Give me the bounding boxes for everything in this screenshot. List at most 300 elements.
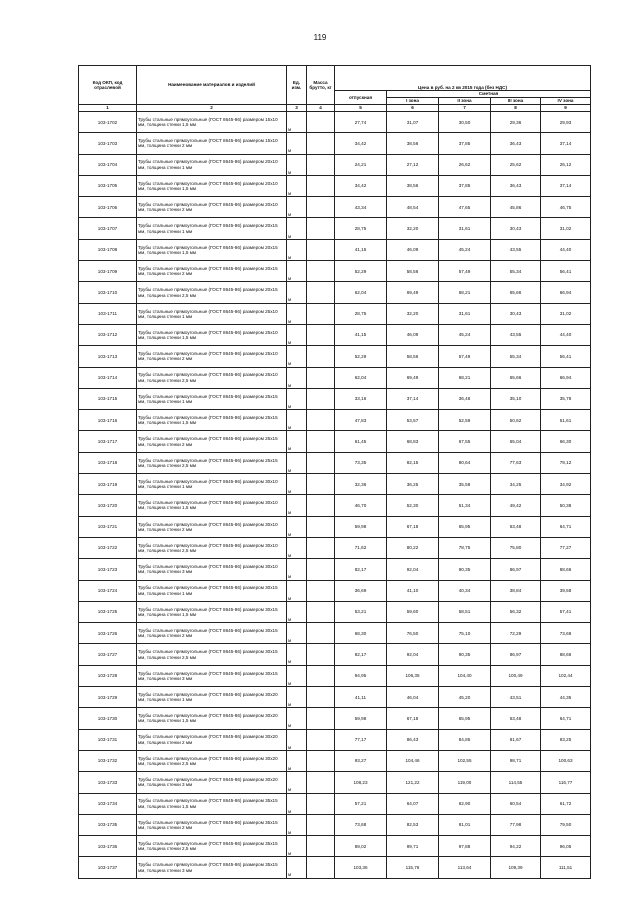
row-price: 62,90 — [439, 793, 491, 814]
table-row — [79, 431, 591, 452]
row-mass — [307, 282, 335, 303]
row-price: 109,39 — [491, 857, 541, 878]
column-number: 3 — [287, 105, 307, 112]
row-price: 43,55 — [491, 324, 541, 345]
row-price: 37,14 — [387, 388, 439, 409]
row-price: 65,95 — [439, 708, 491, 729]
row-unit: м — [287, 772, 307, 793]
row-code: 103-1725 — [79, 601, 137, 622]
row-price: 82,15 — [387, 452, 439, 473]
row-price: 55,34 — [491, 346, 541, 367]
row-code: 103-1727 — [79, 644, 137, 665]
row-unit: м — [287, 261, 307, 282]
row-price: 31,02 — [541, 218, 591, 239]
header-unit: Ед. изм. — [287, 66, 307, 105]
row-price: 59,60 — [387, 601, 439, 622]
header-zone: I зона — [387, 98, 439, 105]
row-price: 49,42 — [491, 495, 541, 516]
table-row — [79, 814, 591, 835]
row-price: 106,35 — [387, 665, 439, 686]
row-unit: м — [287, 218, 307, 239]
header-name: Наименование материалов и изделий — [137, 66, 287, 105]
row-mass — [307, 793, 335, 814]
row-code: 103-1737 — [79, 857, 137, 878]
row-code: 103-1735 — [79, 814, 137, 835]
row-price: 102,44 — [541, 665, 591, 686]
row-unit: м — [287, 857, 307, 878]
row-mass — [307, 410, 335, 431]
row-unit: м — [287, 324, 307, 345]
row-price: 68,30 — [335, 623, 387, 644]
row-price: 38,56 — [387, 133, 439, 154]
row-unit: м — [287, 814, 307, 835]
row-mass — [307, 750, 335, 771]
row-name: Трубы стальные прямоугольные (ГОСТ 8645-86) размером 35х15 мм, толщина стенки 1,5 мм — [137, 793, 287, 814]
row-price: 62,04 — [335, 367, 387, 388]
row-name: Трубы стальные прямоугольные (ГОСТ 8645-86) размером 30х10 мм, толщина стенки 1,5 мм — [137, 495, 287, 516]
row-price: 35,78 — [541, 388, 591, 409]
row-price: 31,61 — [439, 303, 491, 324]
row-unit: м — [287, 601, 307, 622]
row-code: 103-1729 — [79, 687, 137, 708]
row-unit: м — [287, 452, 307, 473]
row-price: 55,34 — [491, 261, 541, 282]
row-price: 84,85 — [439, 729, 491, 750]
row-price: 99,71 — [387, 836, 439, 857]
row-price: 104,40 — [439, 665, 491, 686]
row-mass — [307, 388, 335, 409]
row-code: 103-1712 — [79, 324, 137, 345]
row-price: 78,75 — [439, 537, 491, 558]
row-unit: м — [287, 239, 307, 260]
row-price: 28,75 — [335, 303, 387, 324]
row-price: 46,70 — [335, 495, 387, 516]
row-price: 62,04 — [335, 282, 387, 303]
row-mass — [307, 239, 335, 260]
header-price-group: Цена в руб. на 2 кв 2015 года (без НДС) — [335, 66, 591, 91]
row-price: 77,98 — [491, 814, 541, 835]
row-price: 57,49 — [439, 261, 491, 282]
row-price: 102,55 — [439, 750, 491, 771]
table-row — [79, 346, 591, 367]
row-price: 37,85 — [439, 175, 491, 196]
row-price: 43,51 — [491, 687, 541, 708]
row-price: 119,00 — [439, 772, 491, 793]
row-name: Трубы стальные прямоугольные (ГОСТ 8645-86) размером 25х15 мм, толщина стенки 1,5 мм — [137, 410, 287, 431]
row-price: 56,41 — [541, 261, 591, 282]
row-price: 66,30 — [541, 431, 591, 452]
row-price: 82,17 — [335, 644, 387, 665]
row-unit: м — [287, 623, 307, 644]
row-mass — [307, 665, 335, 686]
row-mass — [307, 580, 335, 601]
page-number: 119 — [313, 33, 327, 42]
row-price: 121,22 — [387, 772, 439, 793]
row-price: 75,10 — [439, 623, 491, 644]
row-price: 115,76 — [387, 857, 439, 878]
table-row — [79, 324, 591, 345]
row-price: 44,40 — [541, 239, 591, 260]
row-price: 63,48 — [491, 516, 541, 537]
row-mass — [307, 133, 335, 154]
row-price: 59,98 — [335, 516, 387, 537]
row-price: 57,21 — [335, 793, 387, 814]
row-price: 24,21 — [335, 154, 387, 175]
row-price: 94,22 — [491, 836, 541, 857]
row-price: 35,58 — [439, 474, 491, 495]
row-price: 88,66 — [541, 559, 591, 580]
row-mass — [307, 687, 335, 708]
row-mass — [307, 154, 335, 175]
row-price: 36,43 — [491, 133, 541, 154]
row-price: 64,71 — [541, 516, 591, 537]
row-price: 108,23 — [335, 772, 387, 793]
row-price: 45,24 — [439, 239, 491, 260]
row-price: 57,41 — [541, 601, 591, 622]
row-price: 103,36 — [335, 857, 387, 878]
row-price: 27,12 — [387, 154, 439, 175]
row-price: 65,66 — [491, 282, 541, 303]
row-code: 103-1734 — [79, 793, 137, 814]
table-row — [79, 729, 591, 750]
row-name: Трубы стальные прямоугольные (ГОСТ 8645-86) размером 30х20 мм, толщина стенки 3 мм — [137, 772, 287, 793]
row-price: 31,02 — [541, 303, 591, 324]
column-number: 8 — [491, 105, 541, 112]
row-price: 68,21 — [439, 282, 491, 303]
table-row — [79, 388, 591, 409]
table-row — [79, 495, 591, 516]
row-price: 58,56 — [387, 346, 439, 367]
row-unit: м — [287, 175, 307, 196]
row-mass — [307, 772, 335, 793]
table-row — [79, 218, 591, 239]
column-number: 7 — [439, 105, 491, 112]
row-price: 88,66 — [541, 644, 591, 665]
table-row — [79, 857, 591, 878]
row-price: 75,80 — [491, 537, 541, 558]
row-price: 36,43 — [491, 175, 541, 196]
table-row — [79, 772, 591, 793]
row-name: Трубы стальные прямоугольные (ГОСТ 8645-86) размером 20х10 мм, толщина стенки 1 мм — [137, 154, 287, 175]
row-mass — [307, 729, 335, 750]
row-mass — [307, 516, 335, 537]
table-row — [79, 133, 591, 154]
row-price: 80,64 — [439, 452, 491, 473]
row-price: 67,18 — [387, 708, 439, 729]
row-price: 27,74 — [335, 112, 387, 133]
table-row — [79, 580, 591, 601]
row-name: Трубы стальные прямоугольные (ГОСТ 8645-86) размером 20х15 мм, толщина стенки 2 мм — [137, 261, 287, 282]
row-mass — [307, 836, 335, 857]
row-price: 31,61 — [439, 218, 491, 239]
row-price: 44,35 — [541, 687, 591, 708]
row-price: 56,41 — [541, 346, 591, 367]
row-unit: м — [287, 495, 307, 516]
row-name: Трубы стальные прямоугольные (ГОСТ 8645-86) размером 30х15 мм, толщина стенки 1,5 мм — [137, 601, 287, 622]
row-name: Трубы стальные прямоугольные (ГОСТ 8645-86) размером 20х15 мм, толщина стенки 1,5 мм — [137, 239, 287, 260]
row-price: 26,12 — [541, 154, 591, 175]
row-code: 103-1708 — [79, 239, 137, 260]
row-unit: м — [287, 644, 307, 665]
row-price: 48,54 — [387, 197, 439, 218]
column-number: 1 — [79, 105, 137, 112]
row-mass — [307, 495, 335, 516]
row-code: 103-1728 — [79, 665, 137, 686]
row-mass — [307, 431, 335, 452]
row-code: 103-1719 — [79, 474, 137, 495]
row-code: 103-1711 — [79, 303, 137, 324]
row-price: 64,07 — [387, 793, 439, 814]
row-name: Трубы стальные прямоугольные (ГОСТ 8645-86) размером 20х10 мм, толщина стенки 1,5 мм — [137, 175, 287, 196]
row-price: 43,34 — [335, 197, 387, 218]
table-row — [79, 303, 591, 324]
row-price: 38,56 — [387, 175, 439, 196]
row-price: 57,49 — [439, 346, 491, 367]
row-price: 29,36 — [491, 112, 541, 133]
row-price: 114,55 — [491, 772, 541, 793]
column-number: 4 — [307, 105, 335, 112]
row-unit: м — [287, 687, 307, 708]
row-price: 92,04 — [387, 644, 439, 665]
row-name: Трубы стальные прямоугольные (ГОСТ 8645-86) размером 20х15 мм, толщина стенки 2,5 мм — [137, 282, 287, 303]
row-mass — [307, 218, 335, 239]
row-unit: м — [287, 154, 307, 175]
row-price: 45,20 — [439, 687, 491, 708]
table-row — [79, 708, 591, 729]
row-price: 77,63 — [491, 452, 541, 473]
row-price: 50,62 — [491, 410, 541, 431]
row-code: 103-1720 — [79, 495, 137, 516]
header-smetnaya: Сметная — [387, 91, 591, 98]
row-price: 64,71 — [541, 708, 591, 729]
row-mass — [307, 623, 335, 644]
row-code: 103-1722 — [79, 537, 137, 558]
row-price: 59,98 — [335, 708, 387, 729]
row-price: 65,66 — [491, 367, 541, 388]
table-row — [79, 687, 591, 708]
table-row — [79, 836, 591, 857]
row-unit: м — [287, 474, 307, 495]
row-price: 43,55 — [491, 239, 541, 260]
row-name: Трубы стальные прямоугольные (ГОСТ 8645-86) размером 35х15 мм, толщина стенки 2,5 мм — [137, 836, 287, 857]
row-price: 44,40 — [541, 324, 591, 345]
row-name: Трубы стальные прямоугольные (ГОСТ 8645-86) размером 30х10 мм, толщина стенки 1 мм — [137, 474, 287, 495]
row-price: 41,11 — [335, 687, 387, 708]
row-price: 81,67 — [491, 729, 541, 750]
row-price: 68,83 — [387, 431, 439, 452]
row-price: 52,29 — [335, 261, 387, 282]
row-price: 79,12 — [541, 452, 591, 473]
row-price: 66,94 — [541, 367, 591, 388]
row-price: 65,04 — [491, 431, 541, 452]
row-price: 34,42 — [335, 175, 387, 196]
row-unit: м — [287, 836, 307, 857]
row-unit: м — [287, 559, 307, 580]
row-price: 86,97 — [491, 644, 541, 665]
row-price: 52,29 — [335, 346, 387, 367]
row-price: 60,54 — [491, 793, 541, 814]
row-price: 41,15 — [335, 239, 387, 260]
row-unit: м — [287, 729, 307, 750]
row-code: 103-1730 — [79, 708, 137, 729]
row-name: Трубы стальные прямоугольные (ГОСТ 8645-86) размером 30х20 мм, толщина стенки 1 мм — [137, 687, 287, 708]
row-mass — [307, 559, 335, 580]
table-row — [79, 537, 591, 558]
row-mass — [307, 346, 335, 367]
table-row — [79, 452, 591, 473]
row-unit: м — [287, 793, 307, 814]
row-unit: м — [287, 303, 307, 324]
row-code: 103-1703 — [79, 133, 137, 154]
row-mass — [307, 324, 335, 345]
row-price: 104,46 — [387, 750, 439, 771]
row-mass — [307, 814, 335, 835]
row-code: 103-1726 — [79, 623, 137, 644]
table-body — [79, 112, 591, 879]
row-price: 83,25 — [541, 729, 591, 750]
column-number: 6 — [387, 105, 439, 112]
row-price: 46,09 — [387, 324, 439, 345]
table-row — [79, 474, 591, 495]
row-price: 51,61 — [541, 410, 591, 431]
row-price: 116,77 — [541, 772, 591, 793]
row-mass — [307, 857, 335, 878]
table-row — [79, 261, 591, 282]
row-unit: м — [287, 431, 307, 452]
row-price: 34,25 — [491, 474, 541, 495]
row-mass — [307, 452, 335, 473]
row-price: 69,49 — [387, 367, 439, 388]
table-row — [79, 175, 591, 196]
row-price: 90,35 — [439, 559, 491, 580]
row-price: 61,72 — [541, 793, 591, 814]
header-otpusknaya: отпускная — [335, 91, 387, 105]
row-unit: м — [287, 537, 307, 558]
row-price: 82,17 — [335, 559, 387, 580]
row-price: 97,88 — [439, 836, 491, 857]
row-price: 36,25 — [387, 474, 439, 495]
table-row — [79, 410, 591, 431]
row-price: 50,38 — [541, 495, 591, 516]
row-price: 61,45 — [335, 431, 387, 452]
table-row — [79, 750, 591, 771]
row-price: 73,69 — [541, 623, 591, 644]
header-code: Код ОКП, код отраслевой — [79, 66, 137, 105]
row-price: 38,84 — [491, 580, 541, 601]
row-price: 66,94 — [541, 282, 591, 303]
row-mass — [307, 644, 335, 665]
row-unit: м — [287, 197, 307, 218]
row-unit: м — [287, 750, 307, 771]
row-price: 36,46 — [439, 388, 491, 409]
row-name: Трубы стальные прямоугольные (ГОСТ 8645-86) размером 30х10 мм, толщина стенки 2,5 мм — [137, 537, 287, 558]
row-name: Трубы стальные прямоугольные (ГОСТ 8645-86) размером 30х15 мм, толщина стенки 1 мм — [137, 580, 287, 601]
column-number: 5 — [335, 105, 387, 112]
row-name: Трубы стальные прямоугольные (ГОСТ 8645-86) размером 25х10 мм, толщина стенки 1,5 мм — [137, 324, 287, 345]
row-price: 53,57 — [387, 410, 439, 431]
row-name: Трубы стальные прямоугольные (ГОСТ 8645-86) размером 30х20 мм, толщина стенки 1,5 мм — [137, 708, 287, 729]
row-code: 103-1709 — [79, 261, 137, 282]
row-code: 103-1723 — [79, 559, 137, 580]
row-price: 32,36 — [335, 474, 387, 495]
row-price: 111,51 — [541, 857, 591, 878]
table-row — [79, 197, 591, 218]
row-price: 45,24 — [439, 324, 491, 345]
row-mass — [307, 474, 335, 495]
row-price: 32,20 — [387, 303, 439, 324]
row-price: 67,18 — [387, 516, 439, 537]
row-code: 103-1715 — [79, 388, 137, 409]
table-row — [79, 112, 591, 133]
row-code: 103-1706 — [79, 197, 137, 218]
row-price: 73,68 — [335, 814, 387, 835]
row-price: 73,35 — [335, 452, 387, 473]
row-price: 39,58 — [541, 580, 591, 601]
row-price: 56,32 — [491, 601, 541, 622]
row-unit: м — [287, 665, 307, 686]
row-price: 77,17 — [335, 729, 387, 750]
row-name: Трубы стальные прямоугольные (ГОСТ 8645-86) размером 35х15 мм, толщина стенки 2 мм — [137, 814, 287, 835]
row-price: 96,05 — [541, 836, 591, 857]
row-price: 46,04 — [387, 687, 439, 708]
row-unit: м — [287, 580, 307, 601]
row-name: Трубы стальные прямоугольные (ГОСТ 8645-86) размером 30х20 мм, толщина стенки 2 мм — [137, 729, 287, 750]
row-code: 103-1705 — [79, 175, 137, 196]
row-mass — [307, 261, 335, 282]
row-name: Трубы стальные прямоугольные (ГОСТ 8645-86) размером 20х15 мм, толщина стенки 1 мм — [137, 218, 287, 239]
table-row — [79, 665, 591, 686]
row-price: 40,34 — [439, 580, 491, 601]
row-unit: м — [287, 367, 307, 388]
table-row — [79, 239, 591, 260]
row-code: 103-1731 — [79, 729, 137, 750]
row-price: 30,43 — [491, 303, 541, 324]
row-price: 30,50 — [439, 112, 491, 133]
row-price: 86,97 — [491, 559, 541, 580]
row-unit: м — [287, 282, 307, 303]
row-code: 103-1716 — [79, 410, 137, 431]
row-name: Трубы стальные прямоугольные (ГОСТ 8645-86) размером 15х10 мм, толщина стенки 1,5 мм — [137, 112, 287, 133]
row-price: 35,10 — [491, 388, 541, 409]
row-code: 103-1710 — [79, 282, 137, 303]
column-number: 2 — [137, 105, 287, 112]
header-zone: II зона — [439, 98, 491, 105]
row-unit: м — [287, 112, 307, 133]
row-code: 103-1704 — [79, 154, 137, 175]
row-code: 103-1702 — [79, 112, 137, 133]
row-price: 41,15 — [335, 324, 387, 345]
row-code: 103-1718 — [79, 452, 137, 473]
row-price: 34,92 — [541, 474, 591, 495]
row-mass — [307, 537, 335, 558]
row-price: 52,30 — [387, 495, 439, 516]
table-row — [79, 154, 591, 175]
row-code: 103-1733 — [79, 772, 137, 793]
row-price: 28,75 — [335, 218, 387, 239]
row-price: 47,65 — [439, 197, 491, 218]
table-row — [79, 516, 591, 537]
row-code: 103-1707 — [79, 218, 137, 239]
row-price: 29,93 — [541, 112, 591, 133]
row-price: 47,83 — [335, 410, 387, 431]
table-row — [79, 644, 591, 665]
row-mass — [307, 303, 335, 324]
row-code: 103-1736 — [79, 836, 137, 857]
table-row — [79, 793, 591, 814]
row-price: 100,49 — [491, 665, 541, 686]
row-price: 72,29 — [491, 623, 541, 644]
row-name: Трубы стальные прямоугольные (ГОСТ 8645-86) размером 30х15 мм, толщина стенки 3 мм — [137, 665, 287, 686]
